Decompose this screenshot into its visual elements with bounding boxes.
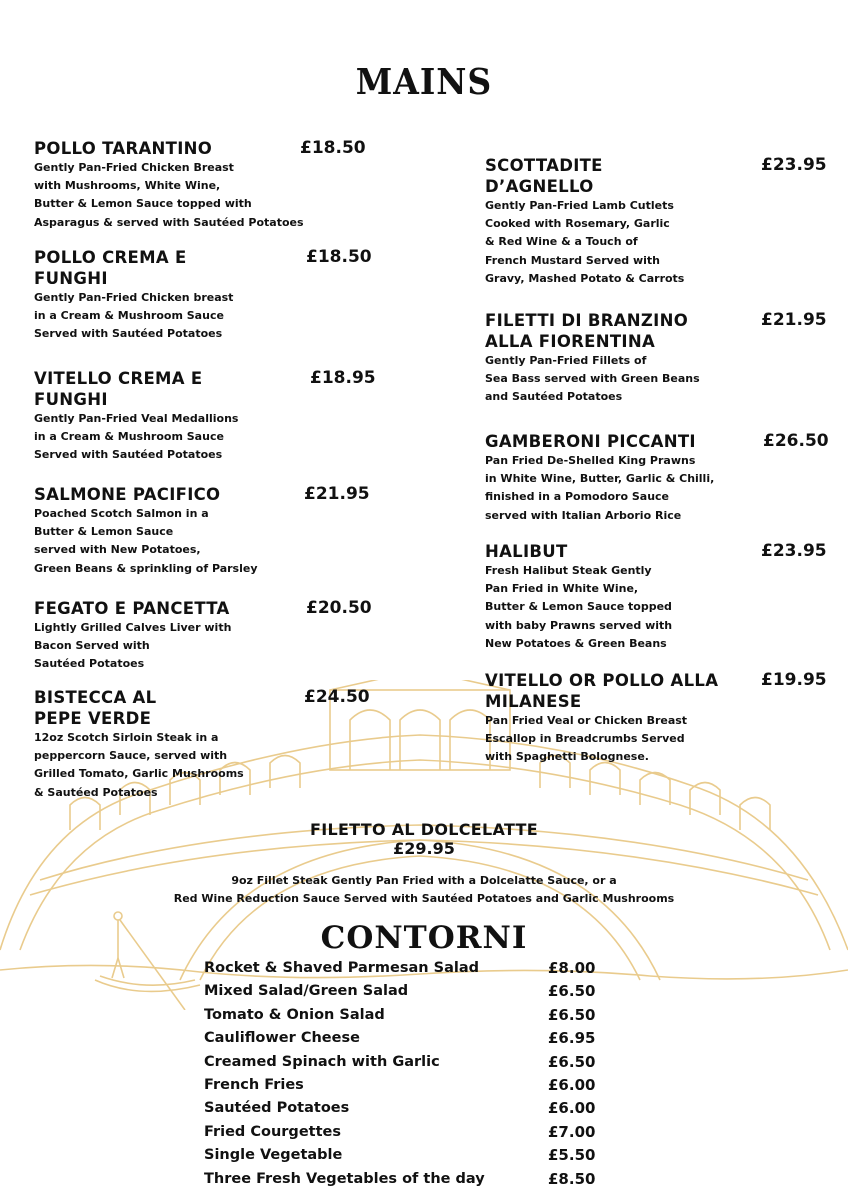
special-price: £29.95: [393, 839, 455, 858]
list-item: [204, 1097, 604, 1120]
item-description: Poached Scotch Salmon in a Butter & Lemon Sauce served with New Potatoes, Green Beans & sprinkling of Parsley: [34, 507, 258, 575]
item-price: £21.95: [304, 484, 370, 504]
side-price: £6.50: [548, 982, 596, 1001]
sides-list: [204, 957, 604, 1191]
list-item: [204, 980, 604, 1003]
menu-item-bistecca-al-pepe-verde: [34, 687, 370, 802]
item-name: FEGATO E PANCETTA: [34, 599, 230, 618]
side-name: Creamed Spinach with Garlic: [204, 1053, 440, 1070]
contorni-heading: CONTORNI: [320, 920, 528, 956]
menu-item-salmone-pacifico: [34, 484, 434, 578]
item-description: Lightly Grilled Calves Liver with Bacon Served with Sautéed Potatoes: [34, 621, 232, 671]
side-price: £5.50: [548, 1146, 596, 1165]
item-name: GAMBERONI PICCANTI: [485, 432, 696, 451]
item-name: SCOTTADITE D’AGNELLO: [485, 156, 603, 196]
item-description: Gently Pan-Fried Chicken Breast with Mushrooms, White Wine, Butter & Lemon Sauce topped with Asparagus & served with Sautéed Potatoes: [34, 161, 304, 229]
menu-item-gamberoni-piccanti: [485, 431, 829, 525]
side-price: £7.00: [548, 1122, 596, 1141]
item-name: VITELLO OR POLLO ALLA MILANESE: [485, 671, 719, 711]
menu-item-halibut: [485, 541, 827, 653]
list-item: [204, 1051, 604, 1074]
side-price: £8.50: [548, 1169, 596, 1188]
side-name: Three Fresh Vegetables of the day: [204, 1170, 485, 1187]
list-item: [204, 1004, 604, 1027]
item-description: 12oz Scotch Sirloin Steak in a peppercorn Sauce, served with Grilled Tomato, Garlic Mushrooms & Sautéed Potatoes: [34, 731, 244, 799]
item-price: £23.95: [761, 541, 827, 561]
item-price: £23.95: [761, 155, 827, 175]
item-price: £20.50: [306, 598, 372, 618]
side-name: Sautéed Potatoes: [204, 1100, 350, 1117]
menu-item-scottadite-dagnello: [485, 155, 827, 288]
list-item: [204, 1121, 604, 1144]
list-item: [204, 1144, 604, 1167]
menu-item-pollo-crema-e-funghi: [34, 247, 372, 344]
side-name: Rocket & Shaved Parmesan Salad: [204, 960, 480, 976]
item-description: Gently Pan-Fried Veal Medallions in a Cream & Mushroom Sauce Served with Sautéed Potatoes: [34, 412, 239, 462]
menu-item-fegato-e-pancetta: [34, 598, 434, 674]
special-item: [0, 820, 848, 908]
side-price: £6.50: [548, 1052, 596, 1071]
item-name: BISTECCA AL PEPE VERDE: [34, 688, 157, 728]
item-price: £24.50: [304, 687, 370, 707]
item-price: £19.95: [761, 670, 827, 690]
item-description: Pan Fried Veal or Chicken Breast Escallop in Breadcrumbs Served with Spaghetti Bolognese.: [485, 714, 688, 764]
item-price: £18.95: [310, 368, 376, 388]
menu-item-vitello-crema-e-funghi: [34, 368, 376, 465]
item-name: HALIBUT: [485, 542, 568, 561]
side-name: Mixed Salad/Green Salad: [204, 983, 409, 1000]
item-name: POLLO CREMA E FUNGHI: [34, 248, 187, 288]
item-description: Pan Fried De-Shelled King Prawns in White Wine, Butter, Garlic & Chilli, finished in a Pomodoro Sauce served with Italian Arborio Rice: [485, 454, 715, 522]
item-description: Gently Pan-Fried Chicken breast in a Cream & Mushroom Sauce Served with Sautéed Potatoes: [34, 291, 234, 341]
menu-item-vitello-or-pollo-alla-milanese: [485, 670, 827, 767]
item-name: POLLO TARANTINO: [34, 139, 213, 158]
list-item: [204, 1168, 604, 1191]
item-name: FILETTI DI BRANZINO ALLA FIORENTINA: [485, 311, 689, 351]
item-name: VITELLO CREMA E FUNGHI: [34, 369, 203, 409]
item-price: £18.50: [306, 247, 372, 267]
item-name: SALMONE PACIFICO: [34, 485, 221, 504]
list-item: [204, 957, 604, 980]
special-name: FILETTO AL DOLCELATTE: [309, 820, 539, 839]
side-name: Cauliflower Cheese: [204, 1030, 360, 1047]
side-price: £6.00: [548, 1075, 596, 1094]
side-name: French Fries: [204, 1076, 304, 1093]
item-description: Gently Pan-Fried Fillets of Sea Bass served with Green Beans and Sautéed Potatoes: [485, 354, 700, 404]
side-price: £6.50: [548, 1005, 596, 1024]
special-description: 9oz Fillet Steak Gently Pan Fried with a Dolcelatte Sauce, or a Red Wine Reduction Sauce Served with Sautéed Potatoes and Garlic Mushrooms: [173, 874, 675, 905]
item-description: Gently Pan-Fried Lamb Cutlets Cooked with Rosemary, Garlic & Red Wine & a Touch of French Mustard Served with Gravy, Mashed Potato & Carrots: [485, 199, 685, 285]
item-price: £18.50: [300, 138, 366, 158]
item-price: £21.95: [761, 310, 827, 330]
mains-heading: MAINS: [355, 60, 493, 103]
side-price: £8.00: [548, 959, 596, 977]
side-price: £6.00: [548, 1099, 596, 1118]
menu-item-filetti-di-branzino: [485, 310, 827, 407]
list-item: [204, 1027, 604, 1050]
menu-item-pollo-tarantino: [34, 138, 434, 232]
side-name: Single Vegetable: [204, 1147, 343, 1164]
item-description: Fresh Halibut Steak Gently Pan Fried in White Wine, Butter & Lemon Sauce topped with baby Prawns served with New Potatoes & Green Beans: [485, 564, 673, 650]
side-price: £6.95: [548, 1029, 596, 1048]
list-item: [204, 1074, 604, 1097]
side-name: Tomato & Onion Salad: [204, 1006, 385, 1023]
side-name: Fried Courgettes: [204, 1123, 341, 1140]
item-price: £26.50: [763, 431, 829, 451]
